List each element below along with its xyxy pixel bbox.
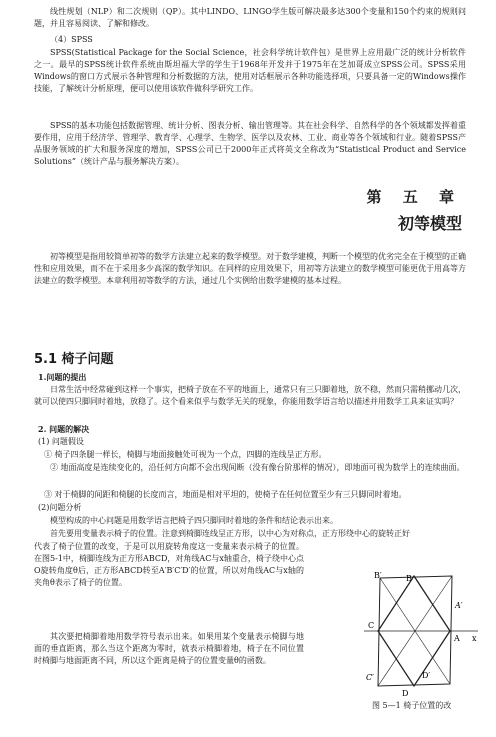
label-d-prime: D′	[422, 671, 431, 680]
label-c-prime: C′	[366, 673, 374, 682]
problem-paragraph: 日常生活中经常碰到这样一个事实，把椅子放在不平的地面上，通常只有三只脚着地，放不稳，然而只需稍挪动几次，就可以使四只脚同时着地，放稳了。这个看来似乎与数学无关的现象，你能用数学语言给以描述并用数学工具来证实吗？	[34, 385, 466, 406]
label-b: B	[406, 574, 412, 583]
assumption-3: ③ 对于椅脚的间距和椅腿的长度而言，地面是相对平坦的，使椅子在任何位置至少有三只脚同时着地。	[44, 490, 407, 499]
chair-position-figure	[362, 568, 482, 698]
position-paragraph-start: 首先要用变量表示椅子的位置。注意到椅脚连线呈正方形，以中心为对称点，正方形绕中心的旋转正好	[50, 529, 410, 538]
analysis-heading: (2)问题分析	[38, 503, 82, 512]
landing-paragraph: 其次要把椅脚着地用数学符号表示出来。如果用某个变量表示椅脚与地面的垂直距离，那么当这个距离为零时，就表示椅脚着地，椅子在不同位置时椅脚与地面距离不同，所以这个距离是椅子的位置变量θ的函数。	[34, 632, 304, 665]
figure-caption: 图 5—1 椅子位置的改	[372, 701, 452, 710]
label-a-prime: A′	[455, 601, 463, 610]
chapter-number: 第 五 章	[366, 188, 462, 206]
label-a: A	[454, 634, 460, 643]
chapter-title: 初等模型	[397, 214, 462, 233]
problem-heading: 1.问题的提出	[38, 372, 87, 382]
label-x: x	[472, 634, 477, 643]
assumption-heading: (1) 问题假设	[38, 437, 84, 446]
analysis-paragraph: 模型构成的中心问题是用数学语言把椅子四只脚同时着地的条件和结论表示出来。	[50, 516, 338, 525]
assumption-2: ② 地面高度是连续变化的，沿任何方向都不会出现间断（没有像台阶那样的情况），即地面可视为数学上的连续曲面。	[50, 463, 465, 472]
spss-paragraph-2: SPSS的基本功能包括数据管理、统计分析、图表分析、输出管理等。其在社会科学、自然科学的各个领域都发挥着重要作用，应用于经济学、管理学、教育学、心理学、生物学、医学以及农林、工业、商业等各个领域和行业。随着SPSS产品服务领域的扩大和服务深度的增加，SPSS公司已于2000年正式将英文全称改为“Statistical Product and Service Solutions”（统计产品与服务解决方案）。	[34, 121, 466, 166]
assumption-1: ① 椅子四条腿一样长，椅脚与地面接触处可视为一个点，四脚的连线呈正方形。	[44, 450, 327, 459]
label-b-prime: B′	[374, 571, 382, 580]
spss-heading: （4）SPSS	[50, 35, 93, 44]
spss-paragraph-1: SPSS(Statistical Package for the Social Science，社会科学统计软件包）是世界上应用最广泛的统计分析软件之一。最早的SPSS统计软件系统由斯坦福大学的学生于1968年开发并于1975年在芝加哥成立SPSS公司。SPSS采用Windows的窗口方式展示各种管理和分析数据的方法，使用对话框展示各种功能选择项，只要具备一定的Windows操作技能，了解统计分析原理，便可以使用该软件做科学研究工作。	[34, 48, 466, 93]
label-c: C	[368, 621, 375, 630]
solution-heading: 2. 问题的解决	[38, 424, 90, 434]
chapter-intro: 初等模型是指用较简单初等的数学方法建立起来的数学模型。对于数学建模，判断一个模型的优劣完全在于模型的正确性和应用效果，而不在于采用多少高深的数学知识。在同样的应用效果下，用初等方法建立的数学模型可能更优于用高等方法建立的数学模型。本章利用初等数学的方法，通过几个实例给出数学建模的基本过程。	[34, 252, 466, 285]
section-title: 5.1 椅子问题	[34, 352, 114, 367]
lindo-paragraph: 线性规划（NLP）和二次规则（QP）。其中LINDO、LINGO学生版可解决最多达300个变量和150个约束的规则问题，并且容易阅读、了解和修改。	[34, 7, 466, 28]
label-d: D	[402, 689, 409, 698]
position-paragraph-rest: 代表了椅子位置的改变，于是可以用旋转角度这一变量来表示椅子的位置。在图5-1中，椅脚连线为正方形ABCD，对角线AC与x轴重合，椅子绕中心点O旋转角度θ后，正方形ABCD转至A′B′C′D′的位置，所以对角线AC与x轴的夹角θ表示了椅子的位置。	[34, 542, 304, 587]
